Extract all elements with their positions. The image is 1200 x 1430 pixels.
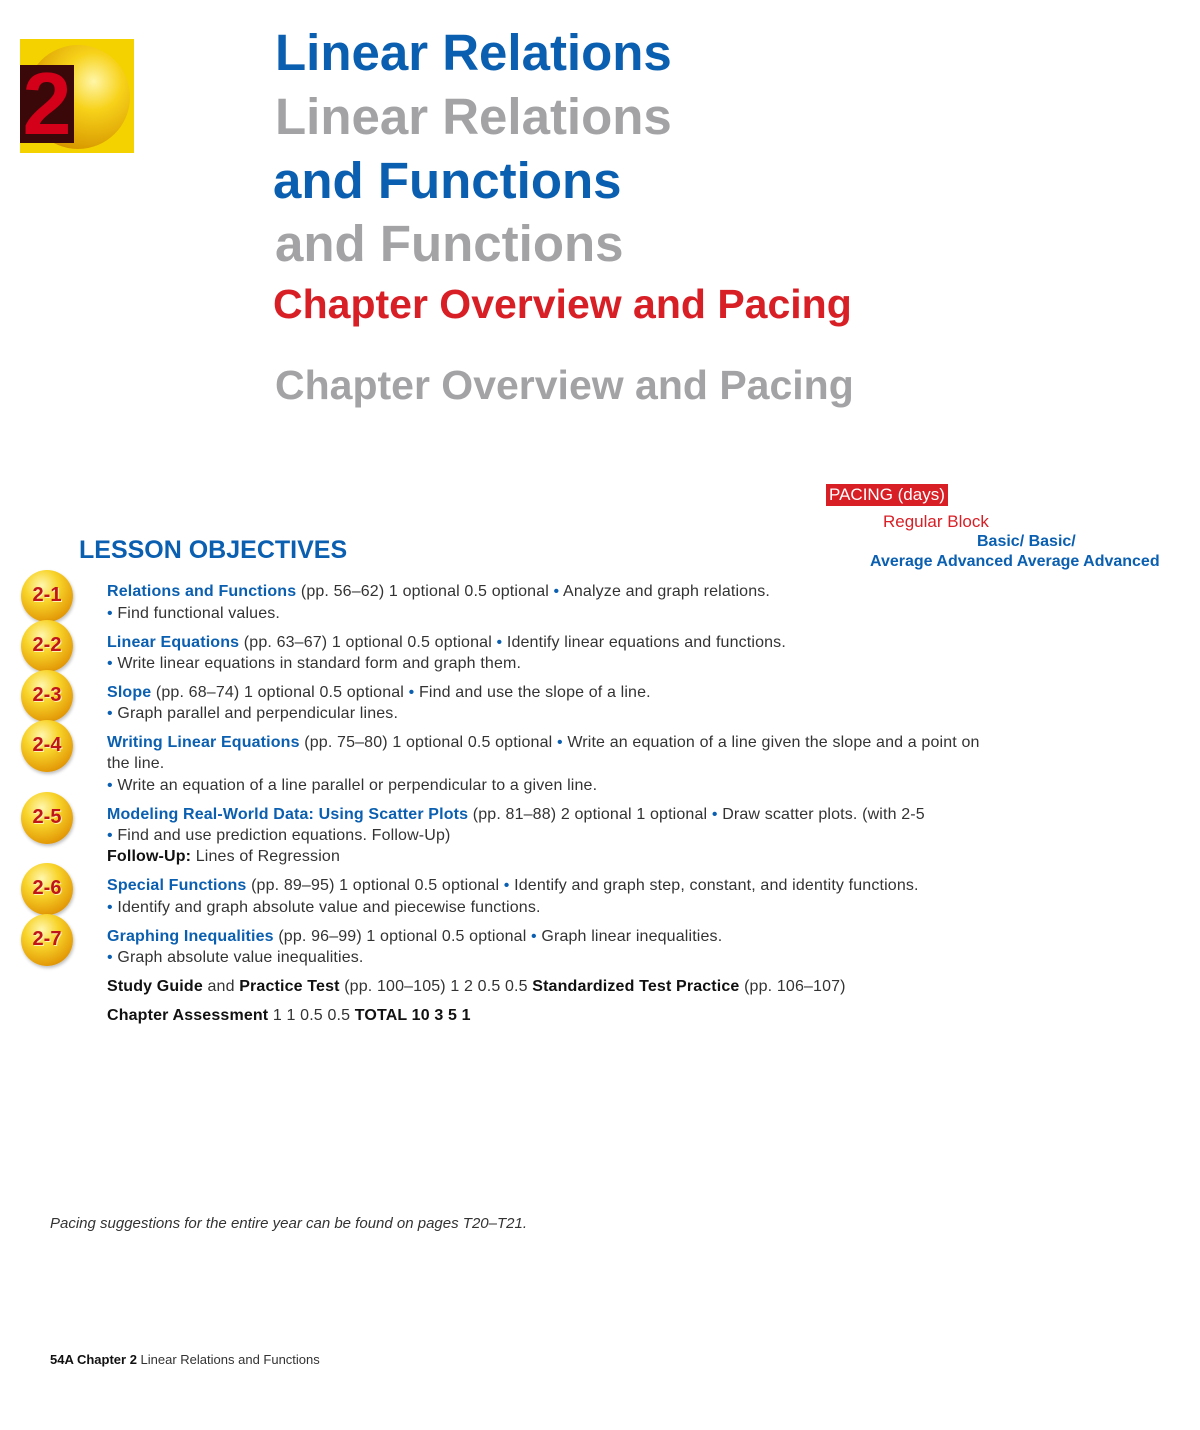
lesson-badge — [21, 720, 73, 772]
chapter-badge — [20, 39, 134, 153]
lesson-objective: Write an equation of a line given the slope and a point on — [562, 734, 980, 751]
follow-up-text: Lines of Regression — [191, 848, 340, 865]
basic-heading: Basic/ Basic/ — [977, 533, 1076, 550]
bullet-icon: • — [107, 605, 113, 622]
lesson-row — [107, 926, 722, 947]
standardized-test-pages: (pp. 106–107) — [739, 978, 846, 995]
title-line2-shadow: and Functions — [275, 215, 624, 272]
lesson-objective: Graph linear inequalities. — [536, 928, 723, 945]
pacing-footnote: Pacing suggestions for the entire year can be found on pages T20–T21. — [50, 1215, 527, 1232]
lesson-title: Linear Equations — [107, 634, 240, 651]
lesson-row — [107, 732, 980, 753]
total-label: TOTAL 10 3 5 1 — [354, 1007, 471, 1024]
lesson-info: (pp. 56–62) 1 optional 0.5 optional — [296, 583, 554, 600]
lesson-objective: Write an equation of a line parallel or perpendicular to a given line. — [112, 777, 598, 794]
lesson-row — [107, 682, 651, 703]
lesson-title: Writing Linear Equations — [107, 734, 300, 751]
lesson-row — [107, 581, 770, 602]
lesson-info: (pp. 63–67) 1 optional 0.5 optional — [239, 634, 497, 651]
lesson-objective: Graph absolute value inequalities. — [112, 949, 364, 966]
bullet-icon: • — [107, 827, 113, 844]
follow-up-label: Follow-Up: — [107, 848, 192, 865]
lesson-title: Special Functions — [107, 877, 247, 894]
bullet-icon: • — [107, 777, 113, 794]
title-line1-shadow: Linear Relations — [275, 88, 672, 145]
lesson-info: (pp. 96–99) 1 optional 0.5 optional — [273, 928, 532, 945]
lesson-badge-label: 2-5 — [32, 806, 62, 828]
folio-text: Linear Relations and Functions — [136, 1352, 320, 1367]
lesson-info: (pp. 89–95) 1 optional 0.5 optional — [246, 877, 504, 894]
lesson-title: Relations and Functions — [107, 583, 297, 600]
lesson-row — [107, 632, 786, 653]
lesson-title: Slope — [107, 684, 152, 701]
lesson-badge-label: 2-1 — [32, 584, 62, 606]
lesson-objective: Identify linear equations and functions. — [502, 634, 786, 651]
lesson-row — [107, 875, 919, 896]
practice-test-values: (pp. 100–105) 1 2 0.5 0.5 — [339, 978, 533, 995]
lesson-info: (pp. 81–88) 2 optional 1 optional — [468, 806, 712, 823]
lesson-objective-row — [107, 603, 280, 624]
and-text: and — [202, 978, 240, 995]
lesson-badge — [21, 863, 73, 915]
lesson-info: (pp. 68–74) 1 optional 0.5 optional — [151, 684, 409, 701]
lesson-objective-row — [107, 947, 364, 968]
lesson-objective: Find and use the slope of a line. — [414, 684, 651, 701]
standardized-test-label: Standardized Test Practice — [532, 978, 740, 995]
lesson-badge — [21, 792, 73, 844]
bullet-icon: • — [408, 684, 415, 701]
folio-page: 54A Chapter 2 — [50, 1352, 137, 1367]
lesson-badge — [21, 914, 73, 966]
title-line1: Linear Relations — [275, 24, 672, 81]
lesson-objective: Draw scatter plots. (with 2-5 — [717, 806, 925, 823]
regular-block-label: Regular Block — [883, 512, 989, 531]
lesson-objective: Identify and graph absolute value and piecewise functions. — [112, 899, 541, 916]
lesson-badge-label: 2-4 — [32, 734, 62, 756]
average-advanced-heading: Average Advanced Average Advanced — [870, 553, 1160, 570]
bullet-icon: • — [107, 655, 113, 672]
lesson-objective-row — [107, 653, 521, 674]
lesson-title: Graphing Inequalities — [107, 928, 274, 945]
lesson-badge — [21, 570, 73, 622]
chapter-subtitle-shadow: Chapter Overview and Pacing — [275, 362, 854, 408]
bullet-icon: • — [107, 705, 113, 722]
chapter-number: 2 — [20, 65, 74, 143]
bullet-icon: • — [503, 877, 510, 894]
bullet-icon: • — [107, 949, 113, 966]
lesson-badge-label: 2-6 — [32, 877, 62, 899]
chapter-assessment-values: 1 1 0.5 0.5 — [268, 1007, 355, 1024]
lesson-title: Modeling Real-World Data: Using Scatter Plots — [107, 806, 469, 823]
lesson-badge-label: 2-7 — [32, 928, 62, 950]
page-folio — [50, 1352, 320, 1367]
lesson-badge-label: 2-2 — [32, 634, 62, 656]
lesson-objective-row — [107, 825, 451, 846]
bullet-icon: • — [107, 899, 113, 916]
bullet-icon: • — [711, 806, 718, 823]
pacing-label: PACING (days) — [826, 484, 948, 506]
lesson-objective: Identify and graph step, constant, and identity functions. — [509, 877, 919, 894]
chapter-assessment-label: Chapter Assessment — [107, 1007, 269, 1024]
follow-up-row — [107, 846, 340, 867]
lesson-badge — [21, 620, 73, 672]
lesson-badge — [21, 670, 73, 722]
bullet-icon: • — [531, 928, 537, 945]
title-line2: and Functions — [273, 152, 622, 209]
chapter-assessment-row — [107, 1005, 471, 1026]
lesson-objectives-heading: LESSON OBJECTIVES — [79, 536, 348, 564]
lesson-info: (pp. 75–80) 1 optional 0.5 optional — [299, 734, 557, 751]
lesson-objective: Find functional values. — [112, 605, 281, 622]
study-guide-row — [107, 976, 846, 997]
lesson-row — [107, 804, 925, 825]
study-guide-label: Study Guide — [107, 978, 203, 995]
practice-test-label: Practice Test — [239, 978, 340, 995]
lesson-objective-continued: the line. — [107, 755, 165, 772]
bullet-icon: • — [556, 734, 563, 751]
lesson-objective: Write linear equations in standard form and graph them. — [112, 655, 522, 672]
chapter-subtitle: Chapter Overview and Pacing — [273, 281, 852, 327]
lesson-badge-label: 2-3 — [32, 684, 62, 706]
lesson-objective: Analyze and graph relations. — [559, 583, 771, 600]
lesson-objective: Graph parallel and perpendicular lines. — [112, 705, 399, 722]
lesson-objective: Find and use prediction equations. Follow-Up) — [112, 827, 451, 844]
lesson-objective-row — [107, 775, 597, 796]
lesson-objective-row — [107, 703, 398, 724]
bullet-icon: • — [496, 634, 503, 651]
lesson-objective-row — [107, 897, 541, 918]
bullet-icon: • — [553, 583, 560, 600]
